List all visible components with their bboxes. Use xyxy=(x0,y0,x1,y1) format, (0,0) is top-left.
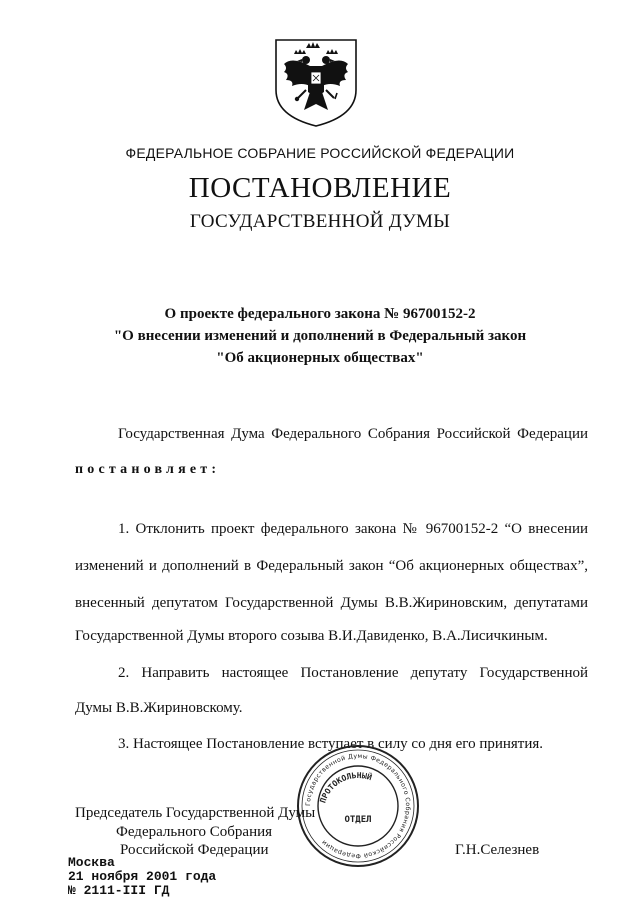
item-1-line-3: внесенный депутатом Государственной Думы В.В.Жириновским, депутатами xyxy=(75,595,588,611)
item-1-line-1: 1. Отклонить проект федерального закона № 96700152-2 “О внесении xyxy=(118,521,588,537)
issue-date: 21 ноября 2001 года xyxy=(68,869,217,884)
intro-paragraph: Государственная Дума Федерального Собрания Российской Федерации xyxy=(118,426,588,442)
issue-city: Москва xyxy=(68,855,115,870)
item-2-line-1: 2. Направить настоящее Постановление депутату Государственной xyxy=(118,665,588,681)
subject-line-1: О проекте федерального закона № 96700152-2 xyxy=(164,306,476,322)
svg-text:Государственной Думы Федеральн xyxy=(305,753,412,860)
signer-title-line-3: Российской Федерации xyxy=(120,842,269,858)
stamp-center-text: ОТДЕЛ xyxy=(344,815,372,825)
issuer-name: ГОСУДАРСТВЕННОЙ ДУМЫ xyxy=(189,211,451,232)
item-3: 3. Настоящее Постановление вступает в силу со дня его принятия. xyxy=(118,736,544,752)
signer-name: Г.Н.Селезнев xyxy=(455,842,540,858)
subject-line-3: "Об акционерных обществах" xyxy=(216,350,424,366)
organization-name: ФЕДЕРАЛЬНОЕ СОБРАНИЕ РОССИЙСКОЙ ФЕДЕРАЦИИ xyxy=(125,145,515,161)
resolves-heading: постановляет: xyxy=(75,462,221,477)
item-1-line-2: изменений и дополнений в Федеральный закон “Об акционерных обществах”, xyxy=(75,558,588,574)
document-number: № 2111-III ГД xyxy=(68,883,170,898)
subject-line-2: "О внесении изменений и дополнений в Федеральный закон xyxy=(113,328,527,344)
svg-text:ПРОТОКОЛЬНЫЙ xyxy=(318,770,373,804)
item-1-line-4: Государственной Думы второго созыва В.И.Давиденко, В.А.Лисичкиным. xyxy=(75,628,548,644)
document-type: ПОСТАНОВЛЕНИЕ xyxy=(188,172,452,204)
coat-of-arms-icon xyxy=(270,34,362,130)
item-2-line-2: Думы В.В.Жириновскому. xyxy=(75,700,243,716)
signer-title-line-2: Федерального Собрания xyxy=(116,824,273,840)
stamp-ring-text: Государственной Думы Федерального Собрания Российской Федерации xyxy=(304,752,412,860)
stamp-inner-top: ПРОТОКОЛЬНЫЙ xyxy=(318,770,374,805)
signer-title-line-1: Председатель Государственной Думы xyxy=(75,805,316,821)
